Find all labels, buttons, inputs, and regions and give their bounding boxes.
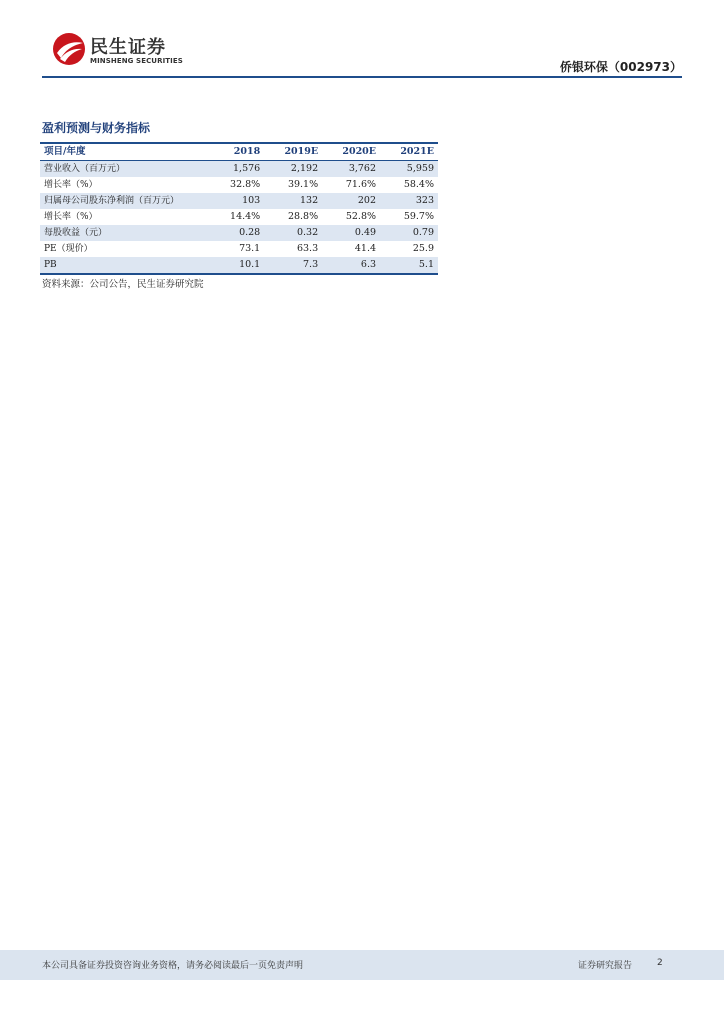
table-cell: 202 [322,193,380,209]
table-cell: 32.8% [230,179,261,190]
footer-disclaimer: 本公司具备证券投资咨询业务资格，请务必阅读最后一页免责声明 [42,961,304,971]
table-cell: 0.32 [264,225,322,241]
table-row [40,209,438,225]
table-header-row [40,143,438,161]
table-header-cell: 2019E [264,143,322,161]
logo-english-text: MINSHENG SECURITIES [90,57,183,65]
table-cell: 0.28 [207,225,264,241]
table-cell: 0.49 [322,225,380,241]
table-cell: 52.8% [345,211,377,222]
page-number: 2 [657,958,663,968]
row-label: PB [40,257,207,274]
row-label: 营业收入（百万元） [40,161,207,178]
table-cell: 58.4% [403,179,434,190]
table-cell: 59.7% [403,211,434,222]
financial-forecast-table [40,142,438,275]
table-cell: 132 [264,193,322,209]
table-cell: 41.4 [354,243,377,254]
table-cell: 71.6% [345,179,377,190]
table-cell: 5.1 [380,257,438,274]
minsheng-logo-icon [52,31,86,67]
table-row [40,193,438,209]
table-cell: 6.3 [322,257,380,274]
table-cell: 63.3 [296,243,319,254]
table-row [40,257,438,274]
table-cell: 10.1 [207,257,264,274]
table-cell: 1,576 [207,161,264,178]
table-cell: 73.1 [239,243,261,254]
table-cell: 14.4% [230,211,261,222]
table-header-cell: 2021E [380,143,438,161]
table-row [40,161,438,178]
table-cell: 323 [380,193,438,209]
table-row [40,241,438,257]
table-header-cell: 2018 [207,143,264,161]
table-cell: 0.79 [380,225,438,241]
table-header-cell: 2020E [322,143,380,161]
table-cell: 103 [207,193,264,209]
table-row [40,177,438,193]
section-title: 盈利预测与财务指标 [42,121,151,135]
row-label: 每股收益（元） [40,225,207,241]
company-logo [52,31,182,71]
table-row [40,225,438,241]
row-label: PE（现价） [44,244,93,254]
logo-chinese-text: 民生证券 [90,37,166,58]
table-cell: 7.3 [264,257,322,274]
table-cell: 28.8% [287,211,319,222]
table-source-note: 资料来源：公司公告，民生证券研究院 [42,279,204,290]
row-label: 增长率（%） [44,180,98,190]
header-divider [42,76,682,78]
row-label: 增长率（%） [44,212,98,222]
table-cell: 39.1% [287,179,319,190]
table-cell: 2,192 [264,161,322,178]
header-company-name: 侨银环保（002973） [559,60,682,74]
table-cell: 25.9 [412,243,434,254]
footer-report-type: 证券研究报告 [578,961,633,971]
table-cell: 3,762 [322,161,380,178]
table-header-cell: 项目/年度 [40,143,207,161]
table-cell: 5,959 [380,161,438,178]
row-label: 归属母公司股东净利润（百万元） [40,193,207,209]
